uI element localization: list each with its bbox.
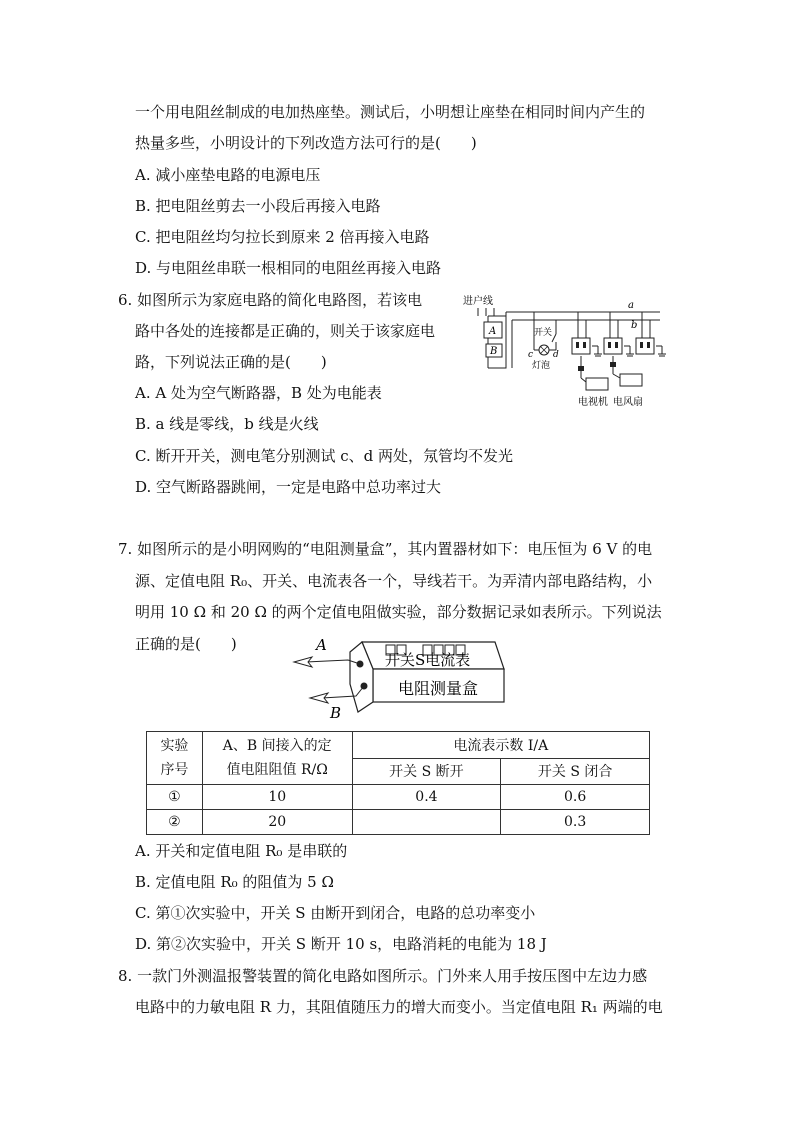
q7-option-a: A. 开关和定值电阻 R₀ 是串联的 (135, 842, 348, 860)
q7-option-c: C. 第①次实验中，开关 S 由断开到闭合，电路的总功率变小 (135, 904, 536, 922)
terminal-a-label: A (316, 636, 327, 654)
q7-stem-line-4: 正确的是( ) (135, 635, 237, 653)
q7-stem-line-1: 7. 如图所示的是小明网购的“电阻测量盒”，其内置器材如下：电压恒为 6 V 的电 (118, 540, 653, 558)
row-2-resistance: 20 (202, 810, 352, 835)
tv-box (586, 378, 608, 390)
box-b-label: B (490, 346, 498, 357)
table-row (147, 810, 650, 835)
q5-option-c: C. 把电阻丝均匀拉长到原来 2 倍再接入电路 (135, 228, 430, 246)
row-2-no: ② (147, 810, 203, 835)
q8-stem-line-2: 电路中的力敏电阻 R 力，其阻值随压力的增大而变小。当定值电阻 R₁ 两端的电 (135, 998, 663, 1016)
point-c-label: c (528, 350, 534, 360)
row-1-resistance: 10 (202, 785, 352, 810)
q7-data-table (146, 731, 650, 835)
fan-label: 电风扇 (613, 397, 643, 408)
q5-option-d: D. 与电阻丝串联一根相同的电阻丝再接入电路 (135, 259, 442, 277)
socket-2 (604, 338, 622, 354)
socket-3 (636, 338, 654, 354)
socket-1 (572, 338, 590, 354)
bulb-label: 灯泡 (532, 361, 551, 371)
q6-stem-line-1: 6. 如图所示为家庭电路的简化电路图，若该电 (118, 291, 423, 309)
box-a-label: A (489, 326, 497, 337)
row-2-closed-current: 0.3 (501, 810, 650, 835)
household-circuit-diagram (460, 290, 675, 410)
header-switch-open: 开关 S 断开 (352, 758, 501, 785)
q5-stem-line-1: 一个用电阻丝制成的电加热座垫。测试后，小明想让座垫在相同时间内产生的 (135, 103, 646, 121)
row-1-open-current: 0.4 (352, 785, 501, 810)
row-2-open-current (352, 810, 501, 835)
incoming-wire-label: 进户线 (463, 296, 493, 307)
header-experiment-no: 实验 序号 (147, 732, 203, 785)
q7-stem-line-3: 明用 10 Ω 和 20 Ω 的两个定值电阻做实验，部分数据记录如表所示。下列说法 (135, 603, 662, 621)
fan-box (620, 374, 642, 386)
terminal-b-label: B (330, 704, 342, 722)
q6-stem-line-2: 路中各处的连接都是正确的，则关于该家庭电 (135, 322, 436, 340)
q6-option-c: C. 断开开关，测电笔分别测试 c、d 两处，氖管均不发光 (135, 447, 514, 465)
wire-a-label: a (628, 300, 634, 311)
q6-option-d: D. 空气断路器跳闸，一定是电路中总功率过大 (135, 478, 442, 496)
header-current: 电流表示数 I/A (352, 732, 649, 759)
q6-option-a: A. A 处为空气断路器，B 处为电能表 (135, 384, 382, 402)
box-front-label: 电阻测量盒 (398, 679, 479, 698)
wire-b-label: b (631, 320, 638, 331)
q5-option-b: B. 把电阻丝剪去一小段后再接入电路 (135, 197, 381, 215)
point-d-label: d (553, 350, 559, 360)
q7-option-d: D. 第②次实验中，开关 S 断开 10 s，电路消耗的电能为 18 J (135, 935, 547, 953)
row-1-no: ① (147, 785, 203, 810)
q5-option-a: A. 减小座垫电路的电源电压 (135, 166, 321, 184)
row-1-closed-current: 0.6 (501, 785, 650, 810)
box-top-label: 开关S电流表 (385, 651, 471, 669)
q7-stem-line-2: 源、定值电阻 R₀、开关、电流表各一个，导线若干。为弄清内部电路结构，小 (135, 572, 653, 590)
header-switch-closed: 开关 S 闭合 (501, 758, 650, 785)
q7-option-b: B. 定值电阻 R₀ 的阻值为 5 Ω (135, 873, 334, 891)
resistance-box-figure (290, 634, 510, 724)
table-row (147, 785, 650, 810)
q6-stem-line-3: 路，下列说法正确的是( ) (135, 353, 327, 371)
q8-stem-line-1: 8. 一款门外测温报警装置的简化电路如图所示。门外来人用手按压图中左边力感 (118, 967, 648, 985)
q5-stem-line-2: 热量多些，小明设计的下列改造方法可行的是( ) (135, 134, 477, 152)
tv-label: 电视机 (578, 397, 608, 408)
switch-label: 开关 (534, 328, 553, 338)
header-resistance: A、B 间接入的定 值电阻阻值 R/Ω (202, 732, 352, 785)
q6-option-b: B. a 线是零线，b 线是火线 (135, 415, 319, 433)
